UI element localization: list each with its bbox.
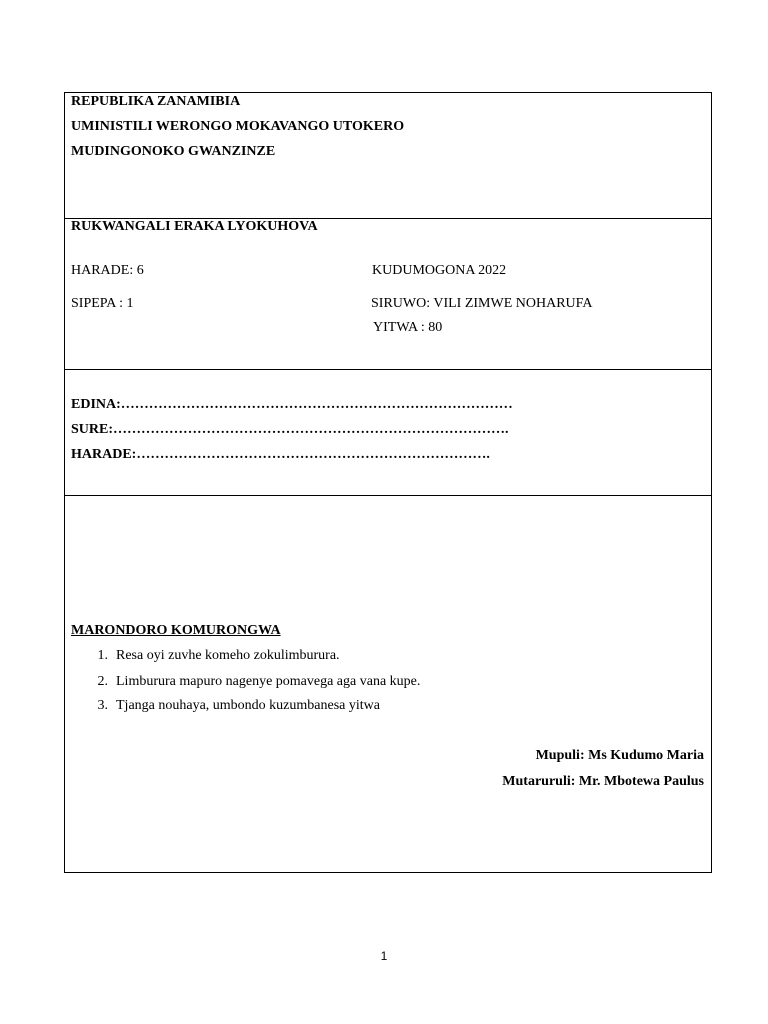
instructions-heading: MARONDORO KOMURONGWA — [71, 623, 281, 638]
instruction-number: 3. — [97, 698, 108, 713]
subject-section — [65, 219, 711, 370]
page-number: 1 — [380, 949, 388, 963]
instructions-section — [65, 496, 711, 872]
instruction-item — [86, 698, 380, 714]
moderator-credit: Mutaruruli: Mr. Mbotewa Paulus — [502, 774, 704, 789]
instruction-item — [86, 648, 340, 664]
grade-label: HARADE: 6 — [71, 263, 144, 278]
session-label: KUDUMOGONA 2022 — [372, 263, 507, 278]
instruction-text: Tjanga nouhaya, umbondo kuzumbanesa yitwa — [116, 698, 380, 713]
marks-label: YITWA : 80 — [373, 320, 443, 335]
header-section — [65, 93, 711, 219]
instruction-text: Resa oyi zuvhe komeho zokulimburura. — [116, 648, 340, 663]
name-field: EDINA:………………………………………………………………………… — [71, 397, 513, 412]
subject-title: RUKWANGALI ERAKA LYOKUHOVA — [71, 219, 318, 234]
region-heading: MUDINGONOKO GWANZINZE — [71, 144, 276, 159]
instruction-number: 2. — [97, 674, 108, 689]
grade-field: HARADE:…………………………………………………………………. — [71, 447, 490, 462]
republic-heading: REPUBLIKA ZANAMIBIA — [71, 94, 241, 109]
surname-field: SURE:…………………………………………………………………………. — [71, 422, 509, 437]
instruction-text: Limburura mapuro nagenye pomavega aga vana kupe. — [116, 674, 421, 689]
ministry-heading: UMINISTILI WERONGO MOKAVANGO UTOKERO — [71, 119, 405, 134]
instruction-item — [86, 674, 420, 690]
paper-label: SIPEPA : 1 — [71, 296, 134, 311]
duration-label: SIRUWO: VILI ZIMWE NOHARUFA — [371, 296, 593, 311]
candidate-section — [65, 370, 711, 496]
instruction-number: 1. — [97, 648, 108, 663]
cover-page-frame — [64, 92, 712, 873]
setter-credit: Mupuli: Ms Kudumo Maria — [535, 748, 704, 763]
